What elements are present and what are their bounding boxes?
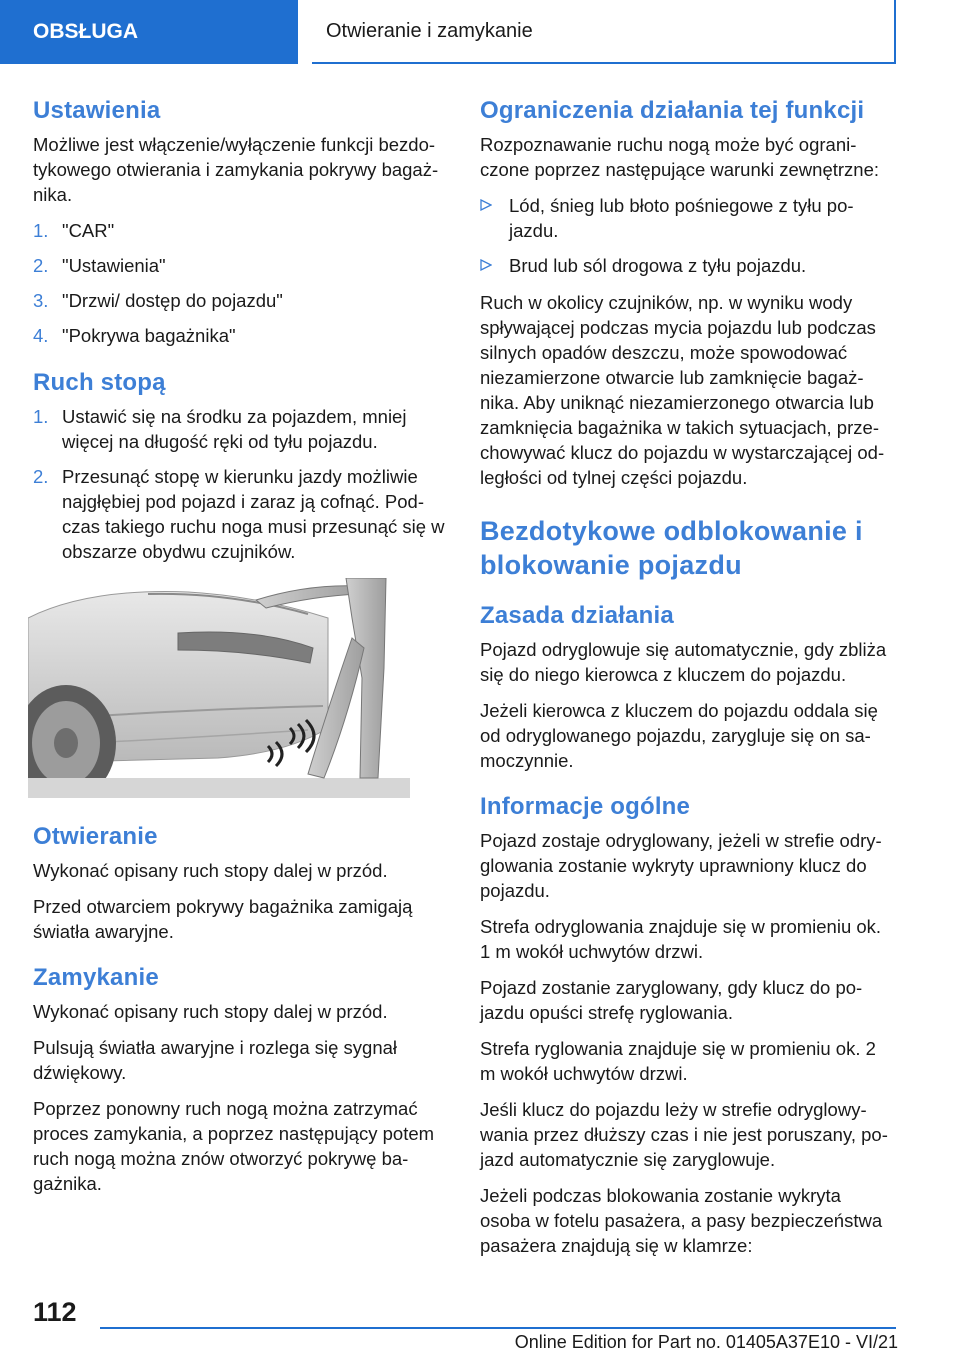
heading-general-info: Informacje ogólne <box>480 792 691 820</box>
limitations-p1: Ruch w okolicy czujników, np. w wyniku wody spływającej podczas mycia pojazdu lub podczas silnych opadów deszczu, może spowodować niezamierzone otwarcie lub zamknięcie bagażnika. Aby uniknąć niezamierzonego otwarcia lub zamknięcia bagażnika w takich sytuacjach, przechowywać klucz do pojazdu w wystarczającej odległości od tylnej części pojazdu. <box>480 292 885 488</box>
list-item <box>33 218 448 243</box>
list-item <box>33 464 448 564</box>
step-number: 2. <box>33 466 49 487</box>
header-chapter <box>312 0 896 64</box>
general-p4: Strefa ryglowania znajduje się w promieniu ok. 2 m wokół uchwytów drzwi. <box>480 1037 876 1084</box>
settings-text: Możliwe jest włączenie/wyłączenie funkcji bezdotykowego otwierania i zamykania pokrywy bagażnika. <box>33 134 439 205</box>
list-item <box>480 253 895 278</box>
left-column <box>33 96 448 1207</box>
step-text: "CAR" <box>62 220 115 241</box>
step-number: 2. <box>33 255 49 276</box>
step-number: 4. <box>33 325 49 346</box>
heading-keyless: Bezdotykowe odblokowanie i blokowanie pojazdu <box>480 516 863 580</box>
list-item <box>33 253 448 278</box>
bullet-text: Lód, śnieg lub błoto pośniegowe z tyłu pojazdu. <box>509 195 854 241</box>
general-p3: Pojazd zostanie zaryglowany, gdy klucz do pojazdu opuści strefę ryglowania. <box>480 976 863 1023</box>
general-p5: Jeśli klucz do pojazdu leży w strefie odryglowywania przez dłuższy czas i nie jest poruszany, pojazd automatycznie się zaryglowuje. <box>480 1098 888 1170</box>
bullet-text: Brud lub sól drogowa z tyłu pojazdu. <box>509 255 807 276</box>
heading-limitations: Ograniczenia działania tej funkcji <box>480 97 865 124</box>
principle-p1: Pojazd odryglowuje się automatycznie, gdy zbliża się do niego kierowca z kluczem do pojazdu. <box>480 638 887 685</box>
principle-p2: Jeżeli kierowca z kluczem do pojazdu oddala się od odryglowanego pojazdu, zarygluje się on samoczynnie. <box>480 699 878 771</box>
general-p6: Jeżeli podczas blokowania zostanie wykryta osoba w fotelu pasażera, a pasy bezpieczeństwa pasażera znajdują się w klamrze: <box>480 1184 883 1256</box>
step-text: "Pokrywa bagażnika" <box>62 325 236 346</box>
header-section-tab <box>0 0 298 64</box>
right-column <box>480 96 895 1269</box>
heading-closing: Zamykanie <box>33 964 159 991</box>
step-text: "Ustawienia" <box>62 255 166 276</box>
list-item <box>33 323 448 348</box>
step-text: "Drzwi/ dostęp do pojazdu" <box>62 290 283 311</box>
closing-p2: Pulsują światła awaryjne i rozlega się sygnał dźwiękowy. <box>33 1037 398 1083</box>
chapter-title: Otwieranie i zamykanie <box>326 19 533 42</box>
step-number: 1. <box>33 220 49 241</box>
foot-steps <box>33 404 448 564</box>
heading-principle: Zasada działania <box>480 601 674 629</box>
heading-opening: Otwieranie <box>33 823 158 850</box>
bullet-triangle-icon <box>480 259 492 271</box>
settings-steps <box>33 218 448 348</box>
list-item <box>33 288 448 313</box>
closing-p1: Wykonać opisany ruch stopy dalej w przód. <box>33 1001 388 1022</box>
list-item <box>33 404 448 454</box>
list-item <box>480 193 895 243</box>
limitations-list <box>480 193 895 278</box>
footer-edition: Online Edition for Part no. 01405A37E10 - VI/21 <box>514 1332 898 1352</box>
illustration-foot-sensor <box>28 578 410 798</box>
section-title: OBSŁUGA <box>33 20 138 43</box>
closing-p3: Poprzez ponowny ruch nogą można zatrzymać proces zamykania, a poprzez następujący potem ruch nogą można znów otworzyć pokrywę bagażnika. <box>33 1098 435 1194</box>
step-number: 1. <box>33 406 49 427</box>
step-text: Przesunąć stopę w kierunku jazdy możliwie najgłębiej pod pojazd i zaraz ją cofnąć. Podczas takiego ruchu noga musi przesunąć się w obszarze obydwu czujników. <box>62 466 445 562</box>
step-text: Ustawić się na środku za pojazdem, mniej więcej na długość ręki od tyłu pojazdu. <box>62 406 407 452</box>
opening-p2: Przed otwarciem pokrywy bagażnika zamigają światła awaryjne. <box>33 896 413 942</box>
page-number: 112 <box>33 1297 77 1327</box>
limitations-intro: Rozpoznawanie ruchu nogą może być ograniczone poprzez następujące warunki zewnętrzne: <box>480 134 880 180</box>
heading-settings: Ustawienia <box>33 97 161 124</box>
general-p1: Pojazd zostaje odryglowany, jeżeli w strefie odryglowania zostanie wykryty uprawniony klucz do pojazdu. <box>480 829 882 901</box>
footer-divider <box>100 1327 896 1329</box>
opening-p1: Wykonać opisany ruch stopy dalej w przód. <box>33 860 388 881</box>
step-number: 3. <box>33 290 49 311</box>
bullet-triangle-icon <box>480 199 492 211</box>
general-p2: Strefa odryglowania znajduje się w promieniu ok. 1 m wokół uchwytów drzwi. <box>480 915 882 962</box>
heading-foot-motion: Ruch stopą <box>33 369 166 396</box>
